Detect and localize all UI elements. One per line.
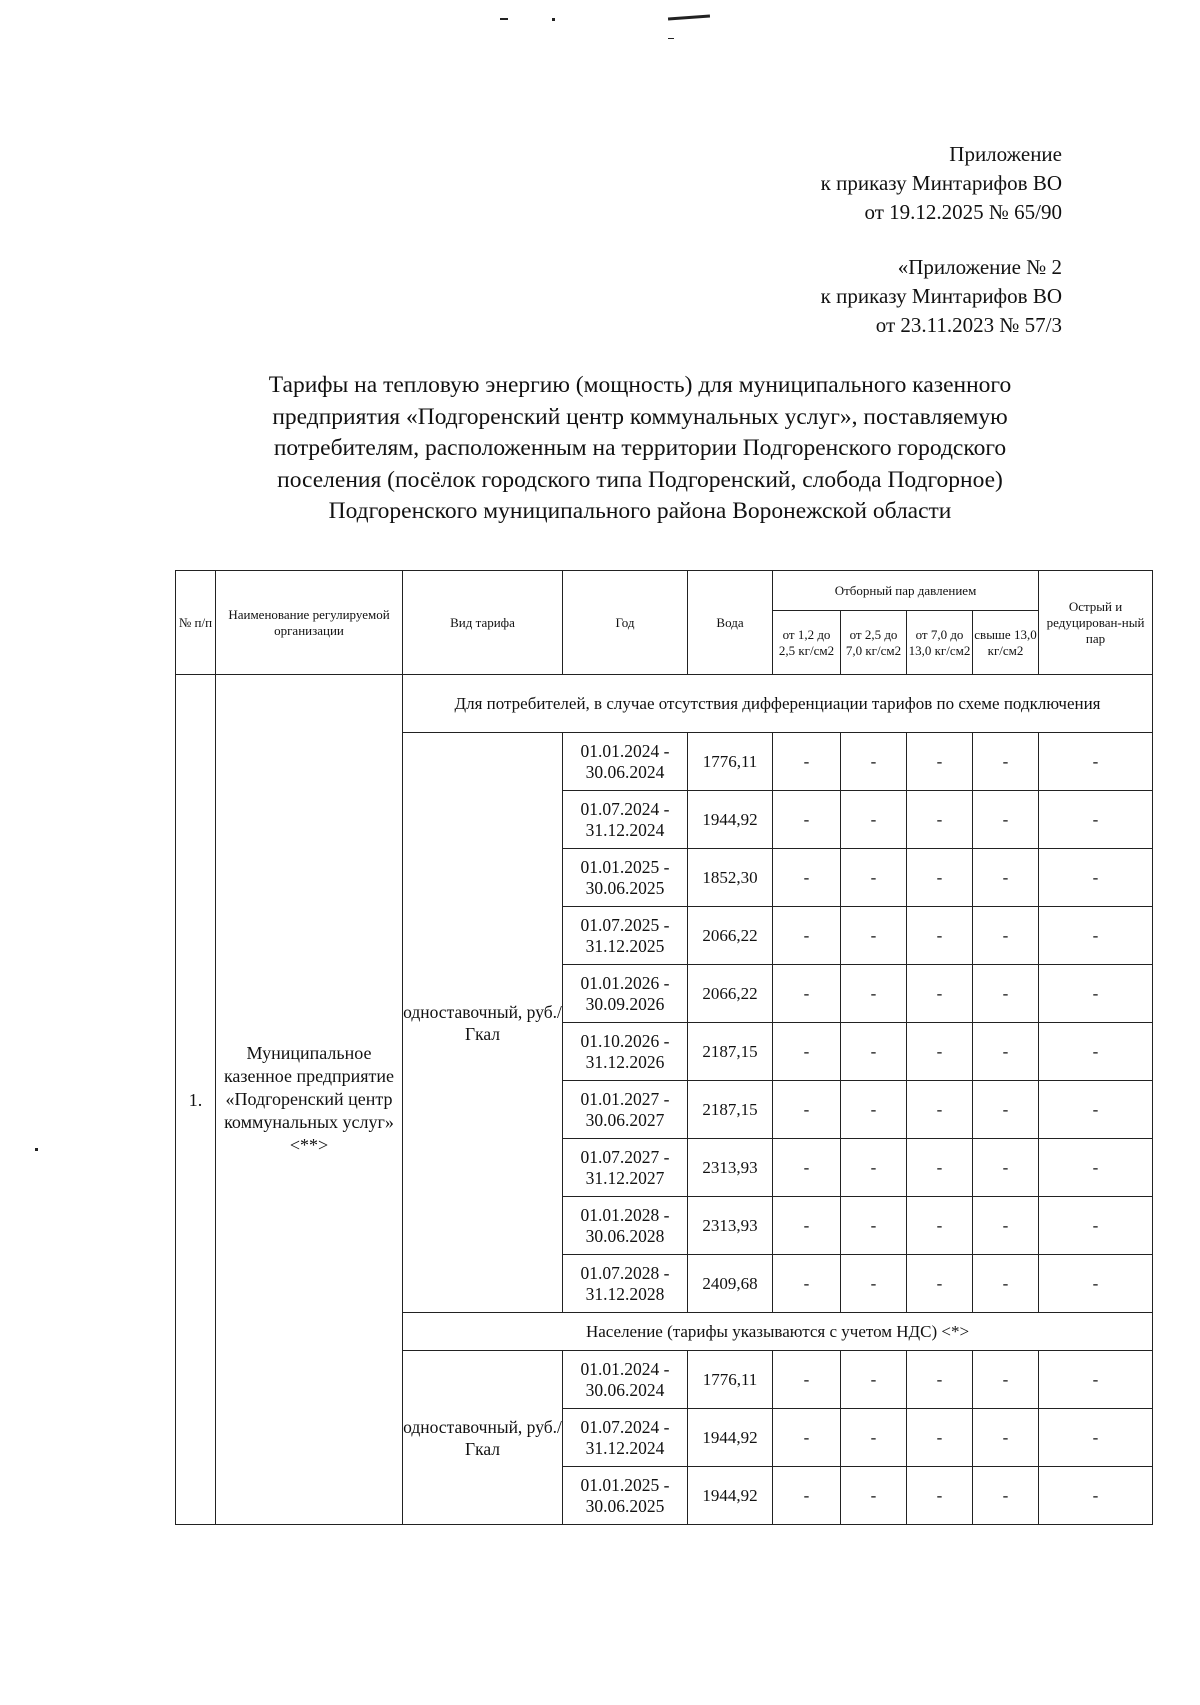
empty-tariff-cell: - [907,965,973,1023]
tariff-type: одноставочный, руб./Гкал [403,1351,563,1525]
empty-tariff-cell: - [773,1023,841,1081]
header-num: № п/п [176,571,216,675]
empty-tariff-cell: - [773,1467,841,1525]
empty-tariff-cell: - [841,1467,907,1525]
empty-tariff-cell: - [1039,849,1153,907]
empty-tariff-cell: - [841,1023,907,1081]
scan-mark [668,38,674,39]
period-cell: 01.01.2028 - 30.06.2028 [563,1197,688,1255]
empty-tariff-cell: - [973,1467,1039,1525]
appendix-line3: от 19.12.2025 № 65/90 [864,200,1062,224]
empty-tariff-cell: - [773,965,841,1023]
period-cell: 01.01.2024 - 30.06.2024 [563,1351,688,1409]
period-cell: 01.10.2026 - 31.12.2026 [563,1023,688,1081]
empty-tariff-cell: - [1039,733,1153,791]
header-steam-4: свыше 13,0 кг/см2 [973,611,1039,675]
row-number: 1. [176,675,216,1525]
empty-tariff-cell: - [973,1255,1039,1313]
period-cell: 01.07.2024 - 31.12.2024 [563,1409,688,1467]
empty-tariff-cell: - [907,1023,973,1081]
section-title: Для потребителей, в случае отсутствия дифференциации тарифов по схеме подключения [403,675,1153,733]
period-cell: 01.01.2025 - 30.06.2025 [563,849,688,907]
header-tariff-type: Вид тарифа [403,571,563,675]
title-line2: предприятия «Подгоренский центр коммунальных услуг», поставляемую [272,403,1008,430]
table-body [176,675,1153,1525]
empty-tariff-cell: - [841,791,907,849]
empty-tariff-cell: - [773,1081,841,1139]
title-line5: Подгоренского муниципального района Воронежской области [328,498,952,524]
appendix2-line1: «Приложение № 2 [897,255,1062,279]
empty-tariff-cell: - [1039,907,1153,965]
empty-tariff-cell: - [907,1351,973,1409]
empty-tariff-cell: - [907,733,973,791]
water-tariff-cell: 2187,15 [688,1023,773,1081]
empty-tariff-cell: - [907,849,973,907]
tariff-type: одноставочный, руб./Гкал [403,733,563,1313]
empty-tariff-cell: - [773,733,841,791]
empty-tariff-cell: - [773,1351,841,1409]
empty-tariff-cell: - [841,1409,907,1467]
empty-tariff-cell: - [773,791,841,849]
empty-tariff-cell: - [841,1197,907,1255]
empty-tariff-cell: - [973,1197,1039,1255]
empty-tariff-cell: - [1039,965,1153,1023]
empty-tariff-cell: - [841,849,907,907]
period-cell: 01.01.2025 - 30.06.2025 [563,1467,688,1525]
water-tariff-cell: 1852,30 [688,849,773,907]
empty-tariff-cell: - [1039,1255,1153,1313]
period-cell: 01.01.2026 - 30.09.2026 [563,965,688,1023]
scan-mark [35,1148,38,1151]
empty-tariff-cell: - [973,1351,1039,1409]
empty-tariff-cell: - [907,907,973,965]
title-line1: Тарифы на тепловую энергию (мощность) для муниципального казенного [268,372,1012,398]
empty-tariff-cell: - [907,1409,973,1467]
empty-tariff-cell: - [973,791,1039,849]
empty-tariff-cell: - [907,1197,973,1255]
empty-tariff-cell: - [1039,1023,1153,1081]
empty-tariff-cell: - [973,733,1039,791]
period-cell: 01.01.2024 - 30.06.2024 [563,733,688,791]
header-steam-1: от 1,2 до 2,5 кг/см2 [773,611,841,675]
scan-mark [552,18,555,21]
tariff-table [175,570,1153,1525]
empty-tariff-cell: - [773,849,841,907]
water-tariff-cell: 2409,68 [688,1255,773,1313]
water-tariff-cell: 1944,92 [688,791,773,849]
empty-tariff-cell: - [841,965,907,1023]
empty-tariff-cell: - [973,1081,1039,1139]
empty-tariff-cell: - [1039,1197,1153,1255]
title-line4: поселения (посёлок городского типа Подгоренский, слобода Подгорное) [277,466,1003,493]
section-title: Население (тарифы указываются с учетом НДС) <*> [403,1313,1153,1351]
header-steam-group: Отборный пар давлением [773,571,1039,611]
water-tariff-cell: 1776,11 [688,733,773,791]
empty-tariff-cell: - [973,1023,1039,1081]
empty-tariff-cell: - [1039,1409,1153,1467]
empty-tariff-cell: - [973,1139,1039,1197]
water-tariff-cell: 2066,22 [688,965,773,1023]
empty-tariff-cell: - [773,1197,841,1255]
empty-tariff-cell: - [973,1409,1039,1467]
title-line3: потребителям, расположенным на территории Подгоренского городского [273,435,1007,461]
empty-tariff-cell: - [1039,1351,1153,1409]
empty-tariff-cell: - [907,1139,973,1197]
period-cell: 01.07.2027 - 31.12.2027 [563,1139,688,1197]
empty-tariff-cell: - [841,1139,907,1197]
empty-tariff-cell: - [773,1409,841,1467]
empty-tariff-cell: - [841,733,907,791]
empty-tariff-cell: - [1039,791,1153,849]
empty-tariff-cell: - [773,907,841,965]
water-tariff-cell: 2313,93 [688,1197,773,1255]
empty-tariff-cell: - [973,849,1039,907]
empty-tariff-cell: - [1039,1467,1153,1525]
water-tariff-cell: 2187,15 [688,1081,773,1139]
period-cell: 01.07.2028 - 31.12.2028 [563,1255,688,1313]
period-cell: 01.01.2027 - 30.06.2027 [563,1081,688,1139]
appendix-line2: к приказу Минтарифов ВО [820,171,1062,195]
scan-mark [500,18,508,20]
header-steam-2: от 2,5 до 7,0 кг/см2 [841,611,907,675]
document-title [160,370,1120,528]
appendix2-line3: от 23.11.2023 № 57/3 [875,313,1062,337]
empty-tariff-cell: - [907,1081,973,1139]
empty-tariff-cell: - [907,1255,973,1313]
water-tariff-cell: 1944,92 [688,1409,773,1467]
empty-tariff-cell: - [1039,1081,1153,1139]
water-tariff-cell: 2313,93 [688,1139,773,1197]
header-org: Наименование регулируемой организации [216,571,403,675]
appendix-header [821,140,1062,227]
scan-mark [668,15,710,21]
empty-tariff-cell: - [841,907,907,965]
header-year: Год [563,571,688,675]
empty-tariff-cell: - [841,1081,907,1139]
water-tariff-cell: 1944,92 [688,1467,773,1525]
organization-name: Муниципальное казенное предприятие «Подгоренский центр коммунальных услуг» <**> [216,675,403,1525]
appendix-line1: Приложение [949,142,1062,166]
water-tariff-cell: 2066,22 [688,907,773,965]
period-cell: 01.07.2024 - 31.12.2024 [563,791,688,849]
header-sharp-steam: Острый и редуцирован-ный пар [1039,571,1153,675]
header-steam-3: от 7,0 до 13,0 кг/см2 [907,611,973,675]
empty-tariff-cell: - [907,791,973,849]
appendix2-header [821,253,1062,340]
period-cell: 01.07.2025 - 31.12.2025 [563,907,688,965]
appendix2-line2: к приказу Минтарифов ВО [820,284,1062,308]
water-tariff-cell: 1776,11 [688,1351,773,1409]
empty-tariff-cell: - [1039,1139,1153,1197]
empty-tariff-cell: - [841,1255,907,1313]
header-water: Вода [688,571,773,675]
empty-tariff-cell: - [841,1351,907,1409]
empty-tariff-cell: - [773,1255,841,1313]
empty-tariff-cell: - [973,965,1039,1023]
empty-tariff-cell: - [773,1139,841,1197]
empty-tariff-cell: - [907,1467,973,1525]
empty-tariff-cell: - [973,907,1039,965]
